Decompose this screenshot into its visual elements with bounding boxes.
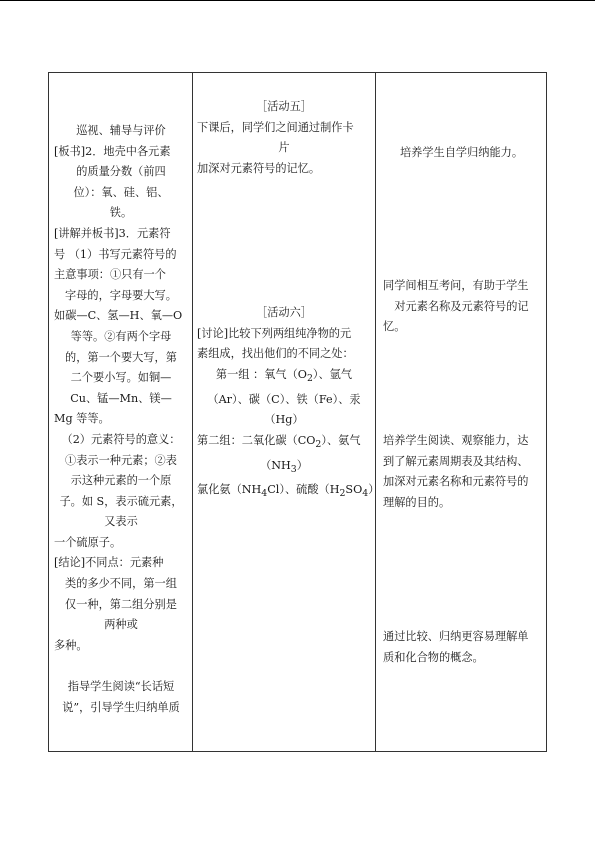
text-line: 位）：氧、硅、铝、 — [73, 185, 169, 199]
blank-line — [197, 179, 371, 200]
text-line: [讲解并板书]3．元素符 — [54, 226, 171, 240]
blank-line — [197, 262, 371, 283]
text-fragment: ）、氩气 — [312, 367, 353, 381]
activity-five-title: ［活动五］ — [256, 100, 312, 113]
text-line: （Hg） — [264, 413, 304, 427]
text-line: 号 （1）书写元素符号的 — [54, 247, 177, 261]
text-line: ①表示一种元素；②表 — [65, 453, 177, 467]
text-line: 理解的目的。 — [383, 495, 451, 509]
top-rule — [0, 0, 595, 1]
note-4 — [383, 627, 540, 668]
student-activity-column — [193, 73, 380, 751]
text-line: （Ar）、碳（C）、铁（Fe）、汞 — [207, 392, 361, 406]
blank-line — [197, 200, 371, 221]
blank-line — [197, 241, 371, 262]
subscript: 2 — [339, 488, 346, 500]
group-two-line — [197, 431, 371, 456]
text-line: [讨论]比较下列两组纯净物的元 — [197, 326, 352, 340]
text-line: 说”，引导学生归纳单质 — [62, 700, 180, 714]
text-line: 通过比较、归纳更容易理解单 — [383, 630, 529, 643]
text-line: 培养学生自学归纳能力。 — [399, 146, 524, 159]
text-fragment: ） — [368, 483, 380, 497]
group-one-line — [197, 365, 371, 390]
text-line: 对元素名称及元素符号的记 — [394, 299, 529, 313]
text-line: Cu、锰—Mn、镁— — [70, 391, 172, 405]
text-line: 忆。 — [383, 320, 406, 334]
activity-six-title: ［活动六］ — [256, 305, 312, 319]
text-line: 质和化合物的概念。 — [383, 650, 484, 664]
text-line: Mg 等等。 — [54, 412, 110, 426]
group-two-line — [197, 456, 371, 481]
group-two-line — [197, 480, 380, 505]
design-intent-column — [376, 73, 546, 751]
text-line: 两种或 — [104, 618, 138, 632]
text-line: 的，第一个要大写，第 — [65, 350, 177, 364]
text-line: 如碳—C、氢—H、氧—O — [54, 309, 183, 323]
text-line: 又表示 — [104, 515, 138, 529]
text-line: [板书]2．地壳中各元素 — [54, 144, 171, 158]
text-line: 培养学生阅读、观察能力，达 — [383, 434, 529, 447]
teacher-activity-column — [49, 73, 192, 751]
text-fragment: 第二组：二氧化碳（CO — [197, 433, 316, 447]
text-line: 素组成，找出他们的不同之处： — [197, 347, 354, 361]
text-line: 等等。②有两个字母 — [70, 329, 172, 343]
text-fragment: 第一组 ：氧气（O — [215, 367, 307, 381]
subscript: 2 — [306, 372, 313, 384]
text-line: 加深对元素符号的记忆。 — [197, 161, 321, 175]
subscript: 4 — [362, 488, 369, 500]
note-3 — [383, 431, 540, 513]
text-line: 类的多少不同，第一组 — [65, 577, 177, 591]
text-line: 片 — [278, 141, 290, 155]
blank-line — [54, 656, 188, 677]
note-2 — [383, 276, 540, 338]
text-line: 一个硫原子。 — [54, 535, 122, 549]
text-line: 下课后，同学们之间通过制作卡 — [197, 120, 354, 134]
text-line: 同学间相互考问，有助于学生 — [383, 279, 529, 292]
text-line: 主意事项：①只有一个 — [54, 268, 166, 282]
text-line: 子。如 S，表示硫元素， — [59, 494, 183, 508]
text-line: （2）元素符号的意义： — [61, 432, 181, 446]
subscript: 2 — [315, 438, 322, 450]
blank-line — [197, 221, 371, 242]
text-line: 多种。 — [54, 638, 88, 652]
lesson-table — [48, 72, 547, 752]
text-line: 字母的，字母要大写。 — [65, 288, 177, 302]
text-line: 二个要小写。如铜— — [70, 371, 172, 385]
text-line: 加深对元素名称和元素符号的 — [383, 475, 529, 489]
text-fragment: Cl）、硫酸（H — [267, 483, 340, 497]
text-line: 巡视、辅导与评价 — [76, 124, 166, 137]
blank-line — [197, 282, 371, 303]
text-line: [结论]不同点：元素种 — [54, 556, 164, 570]
text-line: 到了解元素周期表及其结构、 — [383, 454, 529, 468]
text-fragment: ）、氨气 — [321, 433, 361, 447]
text-line: 仅一种，第二组分别是 — [65, 597, 177, 611]
text-line: 铁。 — [109, 206, 133, 220]
subscript: 4 — [261, 488, 268, 500]
text-fragment: ） — [296, 458, 308, 472]
text-fragment: （NH — [260, 458, 291, 472]
text-line: 示这种元素的一个原 — [70, 474, 172, 488]
text-line: 的质量分数（前四 — [76, 165, 166, 179]
subscript: 3 — [290, 463, 297, 475]
note-1 — [383, 143, 540, 164]
text-line: 指导学生阅读“长话短 — [67, 680, 175, 694]
text-fragment: SO — [345, 483, 363, 497]
text-fragment: 氯化氨（NH — [197, 483, 262, 497]
